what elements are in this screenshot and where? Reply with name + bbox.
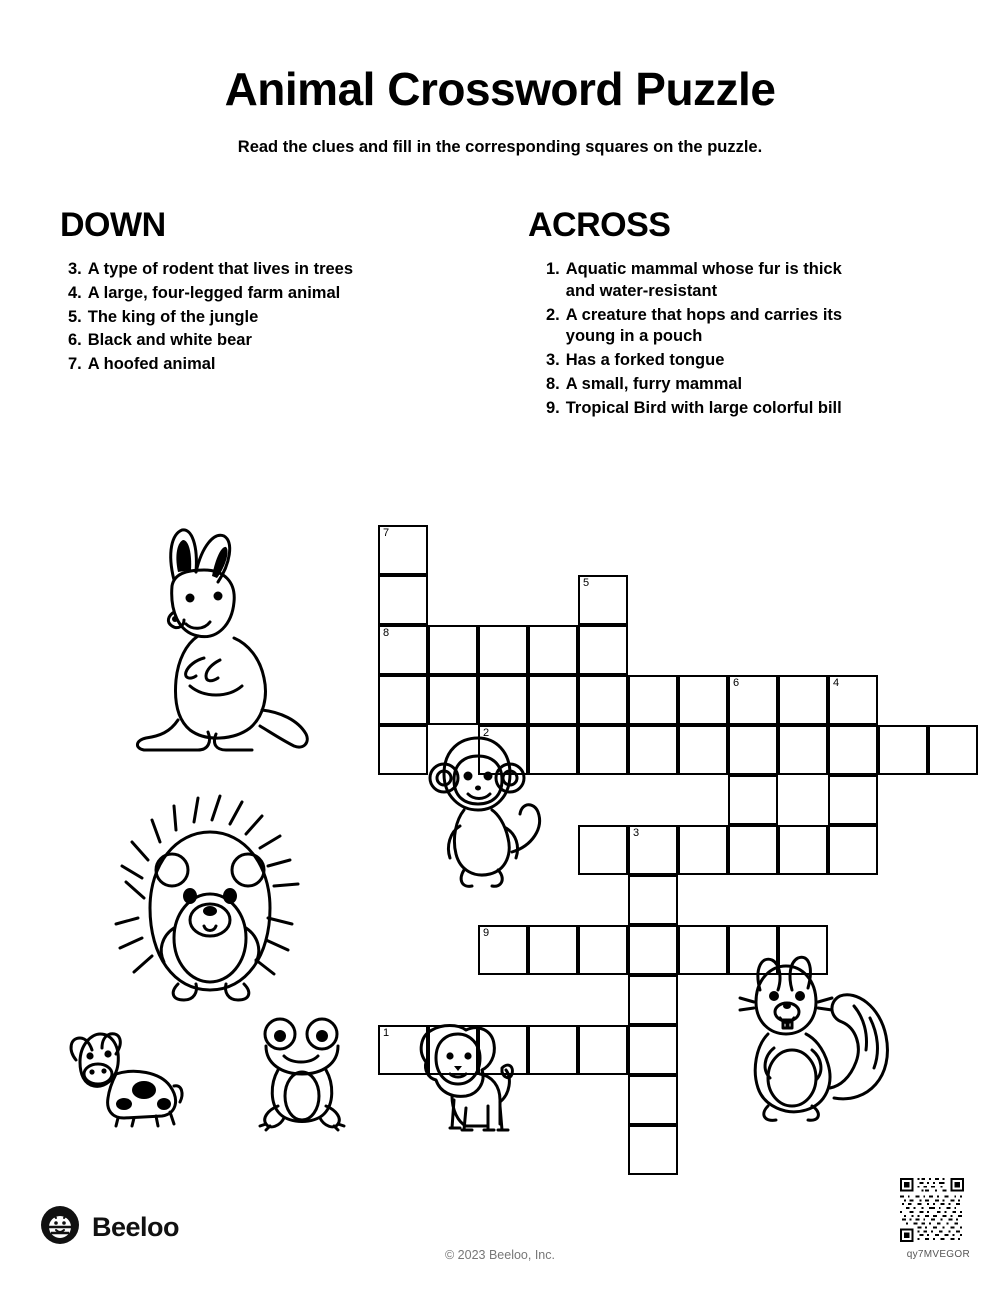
crossword-cell[interactable]	[378, 675, 428, 725]
page-subtitle: Read the clues and fill in the corresponding squares on the puzzle.	[237, 138, 763, 156]
across-clue-text: A creature that hops and carries its young in a pouch	[565, 305, 843, 346]
crossword-cell[interactable]	[928, 725, 978, 775]
down-clue-text: The king of the jungle	[87, 307, 259, 326]
crossword-cell[interactable]	[778, 825, 828, 875]
page-footer	[0, 1184, 1000, 1294]
crossword-cell[interactable]	[578, 825, 628, 875]
across-clue-number: 9.	[546, 398, 560, 417]
crossword-cell[interactable]	[678, 725, 728, 775]
crossword-cell[interactable]	[628, 875, 678, 925]
down-clue-item	[60, 259, 360, 281]
crossword-cell[interactable]	[628, 1125, 678, 1175]
down-clue-number: 7.	[68, 355, 82, 374]
crossword-cell[interactable]	[578, 1025, 628, 1075]
crossword-cell[interactable]	[628, 675, 678, 725]
down-clue-number: 6.	[68, 331, 82, 350]
crossword-cell-number: 7	[383, 527, 390, 539]
crossword-cell[interactable]	[478, 925, 528, 975]
across-clue-number: 1.	[546, 260, 560, 278]
cow-illustration	[58, 1020, 188, 1130]
crossword-cell[interactable]	[628, 975, 678, 1025]
down-clue-number: 5.	[68, 307, 82, 326]
crossword-cell-number: 8	[383, 627, 390, 639]
brand-name: Beeloo	[92, 1212, 180, 1242]
down-clue-item	[60, 283, 360, 305]
qr-code[interactable]	[900, 1178, 964, 1242]
brand	[40, 1205, 179, 1250]
crossword-cell[interactable]	[378, 625, 428, 675]
crossword-cell[interactable]	[428, 675, 478, 725]
down-clue-item	[60, 307, 360, 329]
crossword-cell[interactable]	[678, 675, 728, 725]
porcupine-illustration	[108, 778, 318, 1018]
kangaroo-illustration	[112, 520, 312, 765]
crossword-cell-number: 2	[483, 727, 490, 739]
crossword-cell[interactable]	[628, 1025, 678, 1075]
crossword-cell[interactable]	[728, 775, 778, 825]
down-clue-item	[60, 330, 360, 352]
across-clue-text: Aquatic mammal whose fur is thick and water-resistant	[565, 260, 842, 300]
clues-section	[0, 206, 1000, 496]
crossword-cell[interactable]	[578, 625, 628, 675]
crossword-cell-number: 3	[633, 827, 640, 839]
across-clue-text: Has a forked tongue	[565, 351, 725, 370]
crossword-cell-number: 5	[583, 577, 590, 589]
crossword-cell[interactable]	[528, 1025, 578, 1075]
squirrel-illustration	[730, 948, 895, 1138]
across-clue-list	[528, 259, 858, 419]
crossword-cell-number: 1	[383, 1027, 390, 1039]
across-heading: ACROSS	[528, 206, 671, 244]
across-clue-item	[528, 350, 858, 372]
crossword-cell[interactable]	[378, 525, 428, 575]
crossword-cell[interactable]	[628, 1075, 678, 1125]
crossword-cell[interactable]	[628, 725, 678, 775]
monkey-illustration	[420, 730, 560, 900]
crossword-cell-number: 4	[833, 677, 840, 689]
across-clue-number: 8.	[546, 374, 560, 393]
qr-code-label: qy7MVEGOR	[906, 1249, 970, 1260]
crossword-cell[interactable]	[778, 675, 828, 725]
crossword-cell-number: 9	[483, 927, 490, 939]
across-clue-item	[528, 398, 858, 420]
down-clue-text: Black and white bear	[87, 331, 252, 350]
across-clue-item	[528, 374, 858, 396]
crossword-cell[interactable]	[828, 825, 878, 875]
crossword-cell[interactable]	[778, 725, 828, 775]
down-clues-column	[60, 206, 360, 378]
across-clue-text: A small, furry mammal	[565, 374, 743, 393]
down-clue-text: A type of rodent that lives in trees	[87, 260, 354, 278]
across-clues-column	[528, 206, 858, 421]
crossword-cell[interactable]	[828, 775, 878, 825]
down-clue-list	[60, 259, 360, 376]
crossword-cell[interactable]	[528, 675, 578, 725]
crossword-cell[interactable]	[478, 675, 528, 725]
across-clue-number: 3.	[546, 351, 560, 370]
down-clue-text: A hoofed animal	[87, 355, 216, 374]
crossword-cell[interactable]	[678, 825, 728, 875]
crossword-cell[interactable]	[528, 925, 578, 975]
crossword-cell[interactable]	[678, 925, 728, 975]
crossword-cell[interactable]	[728, 725, 778, 775]
down-clue-number: 3.	[68, 260, 82, 278]
down-clue-text: A large, four-legged farm animal	[87, 283, 341, 302]
crossword-cell[interactable]	[378, 575, 428, 625]
crossword-cell[interactable]	[828, 725, 878, 775]
crossword-cell[interactable]	[728, 675, 778, 725]
crossword-cell-number: 6	[733, 677, 740, 689]
across-clue-item	[528, 305, 858, 349]
crossword-cell[interactable]	[628, 825, 678, 875]
down-heading: DOWN	[60, 206, 166, 244]
across-clue-number: 2.	[546, 305, 560, 324]
lion-illustration	[408, 1022, 518, 1142]
across-clue-item	[528, 259, 858, 303]
crossword-cell[interactable]	[578, 925, 628, 975]
copyright-text: © 2023 Beeloo, Inc.	[445, 1248, 555, 1262]
crossword-cell[interactable]	[478, 625, 528, 675]
crossword-cell[interactable]	[728, 825, 778, 875]
down-clue-number: 4.	[68, 283, 82, 302]
crossword-cell[interactable]	[528, 625, 578, 675]
page-title: Animal Crossword Puzzle	[224, 63, 776, 115]
crossword-cell[interactable]	[428, 625, 478, 675]
crossword-cell[interactable]	[578, 675, 628, 725]
crossword-cell[interactable]	[628, 925, 678, 975]
crossword-cell[interactable]	[578, 575, 628, 625]
crossword-cell[interactable]	[878, 725, 928, 775]
frog-illustration	[252, 1012, 352, 1132]
beeloo-logo-icon	[40, 1205, 80, 1250]
down-clue-item	[60, 354, 360, 376]
crossword-cell[interactable]	[578, 725, 628, 775]
across-clue-text: Tropical Bird with large colorful bill	[565, 398, 842, 417]
crossword-cell[interactable]	[828, 675, 878, 725]
